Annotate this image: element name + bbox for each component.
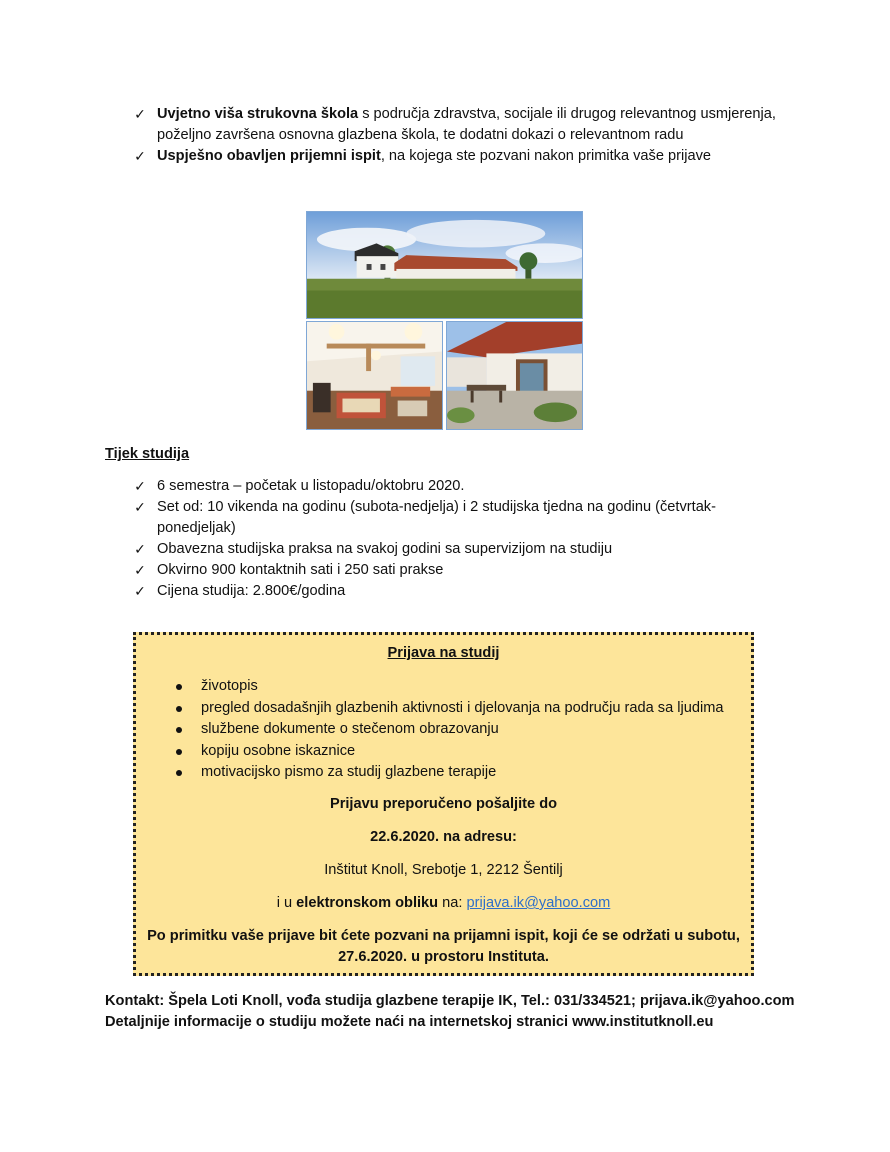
checkmark-icon: ✓ xyxy=(134,541,146,557)
study-item-text: Obavezna studijska praksa na svakoj godini sa supervizijom na studiju xyxy=(157,541,613,557)
application-list xyxy=(174,676,723,784)
application-item: kopiju osobne iskaznice xyxy=(174,741,723,763)
invite-line-2: 27.6.2020. u prostoru Instituta. xyxy=(338,949,549,965)
study-item xyxy=(132,560,792,581)
contact-line: Kontakt: Špela Loti Knoll, vođa studija glazbene terapije IK, Tel.: 031/334521; prijava.ik@yahoo.com xyxy=(105,993,795,1009)
study-item xyxy=(132,497,792,539)
requirement-bold: Uspješno obavljen prijemni ispit xyxy=(157,148,381,164)
requirement-item xyxy=(132,146,792,167)
checkmark-icon: ✓ xyxy=(134,562,146,578)
institute-photos xyxy=(306,211,583,430)
application-box xyxy=(133,632,754,976)
institute-interior-photo xyxy=(306,321,443,430)
address-line: Inštitut Knoll, Srebotje 1, 2212 Šentilj xyxy=(324,862,563,878)
study-item-text: 6 semestra – početak u listopadu/oktobru 2020. xyxy=(157,478,465,494)
checkmark-icon: ✓ xyxy=(134,148,146,164)
study-item-text: Cijena studija: 2.800€/godina xyxy=(157,583,346,599)
study-list xyxy=(132,476,792,602)
study-item xyxy=(132,539,792,560)
study-section-title: Tijek studija xyxy=(105,446,190,462)
application-item: životopis xyxy=(174,676,723,698)
info-line: Detaljnije informacije o studiju možete naći na internetskoj stranici www.institutknoll.eu xyxy=(105,1014,714,1030)
application-item: službene dokumente o stečenom obrazovanju xyxy=(174,719,723,741)
requirements-list xyxy=(132,104,792,167)
electronic-line: i u elektronskom obliku na: prijava.ik@yahoo.com xyxy=(276,895,611,911)
study-item-text: Set od: 10 vikenda na godinu (subota-nedjelja) i 2 studijska tjedna na godinu (četvrtak-ponedjeljak) xyxy=(157,499,716,536)
requirement-item xyxy=(132,104,792,146)
institute-terrace-photo xyxy=(446,321,583,430)
institute-exterior-photo xyxy=(306,211,583,319)
checkmark-icon: ✓ xyxy=(134,478,146,494)
checkmark-icon: ✓ xyxy=(134,583,146,599)
requirement-text: , na kojega ste pozvani nakon primitka vaše prijave xyxy=(380,148,711,164)
application-item: pregled dosadašnjih glazbenih aktivnosti i djelovanja na području rada sa ljudima xyxy=(174,698,723,720)
checkmark-icon: ✓ xyxy=(134,106,146,122)
checkmark-icon: ✓ xyxy=(134,499,146,515)
study-item xyxy=(132,476,792,497)
requirement-text: s područja zdravstva, socijale ili drugog relevantnog usmjerenja, poželjno završena osnovna glazbena škola, te dodatni dokazi o relevantnom radu xyxy=(157,106,776,143)
application-item: motivacijsko pismo za studij glazbene terapije xyxy=(174,762,723,784)
send-line: Prijavu preporučeno pošaljite do xyxy=(329,796,558,812)
invite-line-1: Po primitku vaše prijave bit ćete pozvani na prijamni ispit, koji će se održati u subotu, xyxy=(147,928,740,944)
email-link[interactable]: prijava.ik@yahoo.com xyxy=(466,895,611,911)
requirement-bold: Uvjetno viša strukovna škola xyxy=(157,106,359,122)
study-item xyxy=(132,581,792,602)
date-line: 22.6.2020. na adresu: xyxy=(370,829,517,845)
study-item-text: Okvirno 900 kontaktnih sati i 250 sati prakse xyxy=(157,562,444,578)
application-title: Prijava na studij xyxy=(387,645,500,661)
